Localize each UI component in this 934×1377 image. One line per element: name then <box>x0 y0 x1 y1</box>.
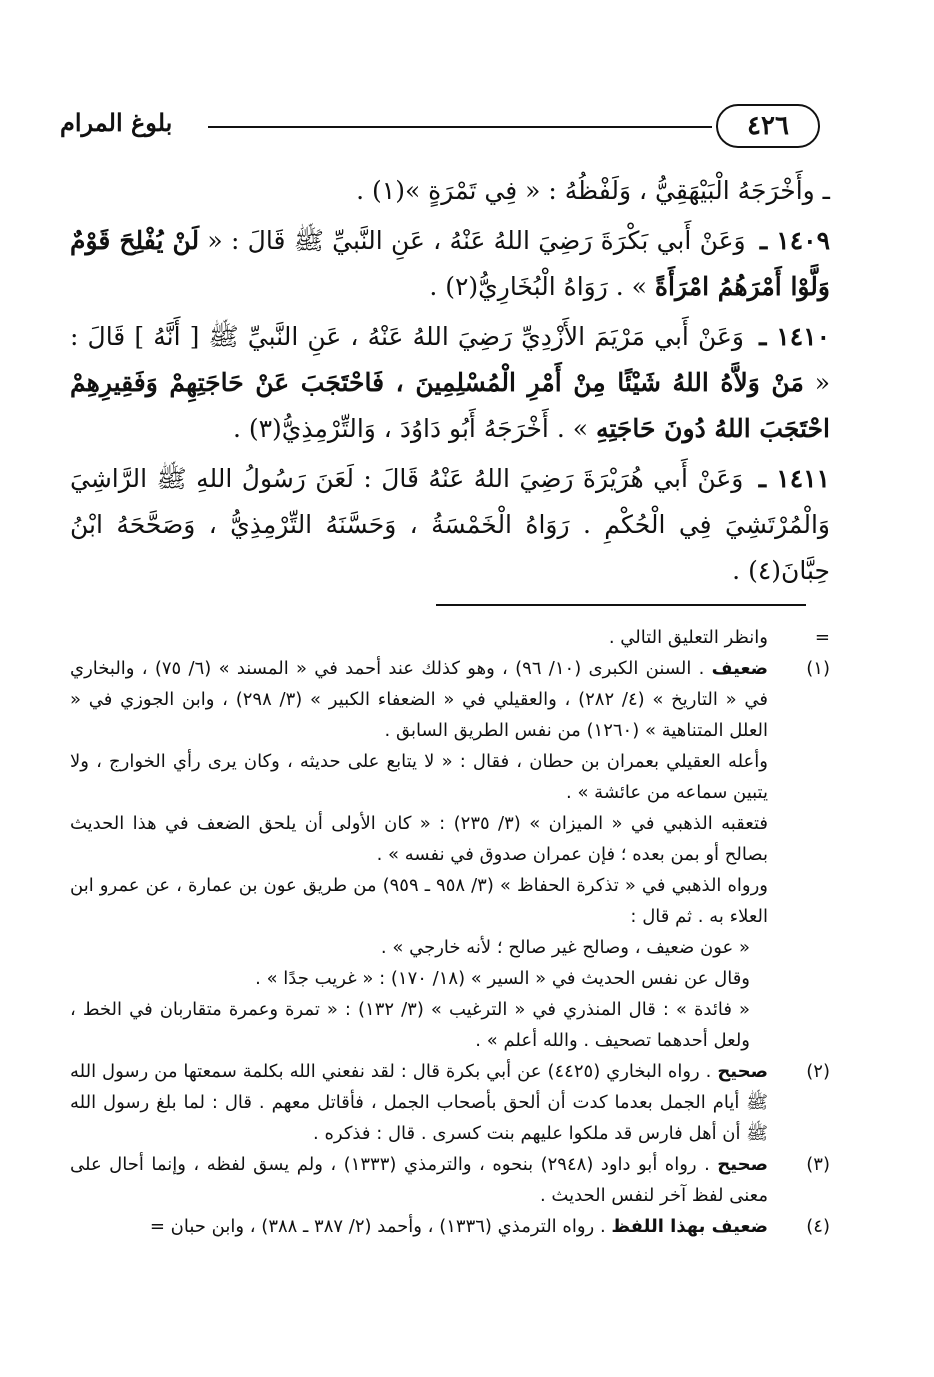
footnote-1 <box>70 653 830 746</box>
header-rule <box>208 126 712 128</box>
hadith-number: ١٤١١ ـ <box>758 464 830 493</box>
hadith-quote: مَنْ وَلاَّهُ اللهُ شَيْئًا مِنْ أَمْرِ الْمُسْلِمِينَ ، فَاحْتَجَبَ عَنْ حَاجَتِهِمْ وَفَقِيرِهِمْ احْتَجَبَ اللهُ دُونَ حَاجَتِهِ <box>70 368 830 443</box>
book-title: بلوغ المرام <box>60 108 173 137</box>
footnote-1-para: « فائدة » : قال المنذري في « الترغيب » (٣/ ١٣٢) : « تمرة وعمرة متقاربان في الخط ، ولعل أحدهما تصحيف . والله أعلم » . <box>70 999 751 1051</box>
footnote-1-para: ورواه الذهبي في « تذكرة الحفاظ » (٣/ ٩٥٨ ـ ٩٥٩) من طريق عون بن عمارة ، عن عمرو ابن العلاء به . ثم قال : <box>70 875 768 927</box>
footnote-1-para: وأعله العقيلي بعمران بن حطان ، فقال : « لا يتابع على حديثه ، وكان يرى رأي الخوارج ، ولا يتبين سماعه من عائشة » . <box>70 751 768 803</box>
continuation-mark: = <box>814 627 830 648</box>
page-header <box>60 104 820 148</box>
footnote-1-quote: « عون ضعيف ، وصالح غير صالح ؛ لأنه خارجي » . <box>380 937 750 958</box>
footnote-continuation <box>70 622 830 653</box>
hadith-1410 <box>70 314 830 452</box>
intro-line: ـ وأَخْرَجَهُ الْبَيْهَقِيُّ ، وَلَفْظُهُ : « فِي تَمْرَةٍ »(١) . <box>356 176 830 205</box>
hadith-text: وَعَنْ أَبي بَكْرَةَ رَضِيَ اللهُ عَنْهُ ، عَنِ النَّبيِّ ﷺ قَالَ : « <box>207 226 746 255</box>
hadith-source: » . أَخْرَجَهُ أَبُو دَاوُدَ ، وَالتِّرْمِذِيُّ(٣) . <box>232 414 589 443</box>
footnote-3 <box>70 1149 830 1211</box>
footnote-label: (٢) <box>806 1061 830 1082</box>
footnote-2 <box>70 1056 830 1149</box>
footnote-text: . السنن الكبرى (١٠/ ٩٦) ، وهو كذلك عند أحمد في « المسند » (٦/ ٧٥) ، والبخاري في « التاريخ » (٤/ ٢٨٢) ، والعقيلي في « الضعفاء الكبير » (٣/ ٢٩٨) ، وابن الجوزي في « العلل المتناهية » (١٢٦٠) من نفس الطريق السابق . <box>70 658 768 741</box>
hadith-number: ١٤١٠ ـ <box>759 322 830 351</box>
footnote-4 <box>70 1211 830 1242</box>
footnote-separator <box>436 604 806 606</box>
footnote-1-quote: وقال عن نفس الحديث في « السير » (١٨/ ١٧٠) : « غريب جدًا » . <box>255 968 750 989</box>
footnote-text: . رواه البخاري (٤٤٢٥) عن أبي بكرة قال : لقد نفعني الله بكلمة سمعتها من رسول الله ﷺ أيام الجمل بعدما كدت أن ألحق بأصحاب الجمل ، فأقاتل معهم . قال : لما بلغ رسول الله ﷺ أن أهل فارس قد ملكوا عليهم بنت كسرى . قال : فذكره . <box>70 1061 768 1144</box>
footnote-text: . رواه أبو داود (٢٩٤٨) بنحوه ، والترمذي (١٣٣٣) ، ولم يسق لفظه ، وإنما أحال على معنى لفظ آخر لنفس الحديث . <box>70 1154 768 1206</box>
footnote-label: (٣) <box>806 1154 830 1175</box>
hadith-text: وَعَنْ أَبي هُرَيْرَةَ رَضِيَ اللهُ عَنْهُ قَالَ : لَعَنَ رَسُولُ اللهِ ﷺ الرَّاشِيَ وَالْمُرْتَشِيَ فِي الْحُكْمِ . رَوَاهُ الْخَمْسَةُ ، وَحَسَّنَهُ التِّرْمِذِيُّ ، وَصَحَّحَهُ ابْنُ حِبَّانَ(٤) . <box>70 464 830 585</box>
hadith-1411 <box>70 456 830 594</box>
continuation-text: وانظر التعليق التالي . <box>608 627 768 648</box>
footnote-1-para: فتعقبه الذهبي في « الميزان » (٣/ ٢٣٥) : « كان الأولى أن يلحق الضعف في هذا الحديث بصالح أو بمن بعده ؛ فإن عمران صدوق في نفسه » . <box>70 813 768 865</box>
main-text <box>70 168 830 598</box>
page-number-badge: ٤٢٦ <box>716 104 820 148</box>
hadith-1409 <box>70 218 830 310</box>
hadith-number: ١٤٠٩ ـ <box>759 226 831 255</box>
footnotes <box>70 622 830 1242</box>
hadith-text: وَعَنْ أَبي مَرْيَمَ الأَزْدِيِّ رَضِيَ اللهُ عَنْهُ ، عَنِ النَّبيِّ ﷺ [ أَنَّهُ ] قَالَ : « <box>70 322 830 397</box>
footnote-grade: صحيح <box>717 1154 768 1175</box>
footnote-text: . رواه الترمذي (١٣٣٦) ، وأحمد (٢/ ٣٨٧ ـ ٣٨٨) ، وابن حبان = <box>149 1216 606 1237</box>
footnote-grade: ضعيف <box>711 658 768 679</box>
footnote-grade: ضعيف بهذا اللفظ <box>611 1216 768 1237</box>
footnote-label: (١) <box>806 658 830 679</box>
hadith-source: » . رَوَاهُ الْبُخَارِيُّ(٢) . <box>429 272 647 301</box>
footnote-label: (٤) <box>806 1216 830 1237</box>
footnote-grade: صحيح <box>717 1061 768 1082</box>
hadith-quote: لَنْ يُفْلِحَ قَوْمٌ وَلَّوْا أَمْرَهُمُ امْرَأَةً <box>70 226 830 301</box>
